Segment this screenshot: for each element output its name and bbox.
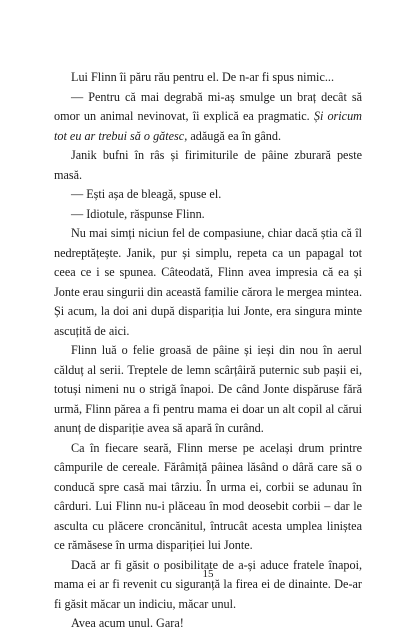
paragraph [54,185,362,205]
text-run: — Idiotule, răspunse Flinn. [71,206,205,221]
paragraph [54,146,362,185]
page-number: 15 [202,568,214,580]
paragraph [54,68,362,88]
italic-text: Și oricum tot eu ar trebui să o gătesc [54,109,362,143]
text-run: Nu mai simți niciun fel de compasiune, chiar dacă știa că îl nedreptățește. Janik, pur și simplu, repeta ca un papagal tot ceea ce i se spunea. Câteodată, Flinn avea impresia că ea și Jonte erau singurii din această familie cărora le mergea mintea. Și acum, la doi ani după dispariția lui Jonte, era singura minte ascuțită de aici. [54,226,362,338]
paragraph [54,224,362,341]
text-run: , adăugă ea în gând. [184,128,281,143]
paragraph [54,556,362,615]
paragraph [54,205,362,225]
text-run: Avea acum unul. Gara! [71,616,184,630]
text-run: Janik bufni în râs și firimiturile de pâine zburară peste masă. [54,148,362,182]
text-run: Dacă ar fi găsit o posibilitate de a-și aduce fratele înapoi, mama ei ar fi revenit cu siguranță la firea ei de dinainte. De-ar fi găsit măcar un indiciu, măcar unul. [54,557,362,611]
paragraph [54,341,362,439]
paragraph [54,88,362,147]
text-run: Lui Flinn îi păru rău pentru el. De n-ar fi spus nimic... [71,70,334,84]
text-run: — Ești așa de bleagă, spuse el. [71,187,222,201]
text-body [54,68,362,634]
paragraph [54,439,362,556]
text-run: — Pentru că mai degrabă mi-aș smulge un braț decât să omor un animal nevinovat, îi explică ea pragmatic. [54,89,362,123]
text-run: Ca în fiecare seară, Flinn merse pe același drum printre câmpurile de cereale. Fărâmiță pâinea lăsând o dâră care să o conducă spre casă mai târziu. În urma ei, corbii se adunau în cârduri. Lui Flinn nu-i plăceau în mod deosebit corbii – dar le asculta cu plăcere croncănitul, întrucât acesta umplea liniștea ce rămăsese în urma dispariției lui Jonte. [54,440,362,552]
text-run: Flinn luă o felie groasă de pâine și ieși din nou în aerul călduț al serii. Treptele de lemn scârțâiră puternic sub pașii ei, totuși nimeni nu o strigă înapoi. De când Jonte dispăruse fără urmă, Flinn părea a fi pentru mama ei doar un alt copil al cărui anunț de dispariție avea să apară în curând. [54,343,362,435]
